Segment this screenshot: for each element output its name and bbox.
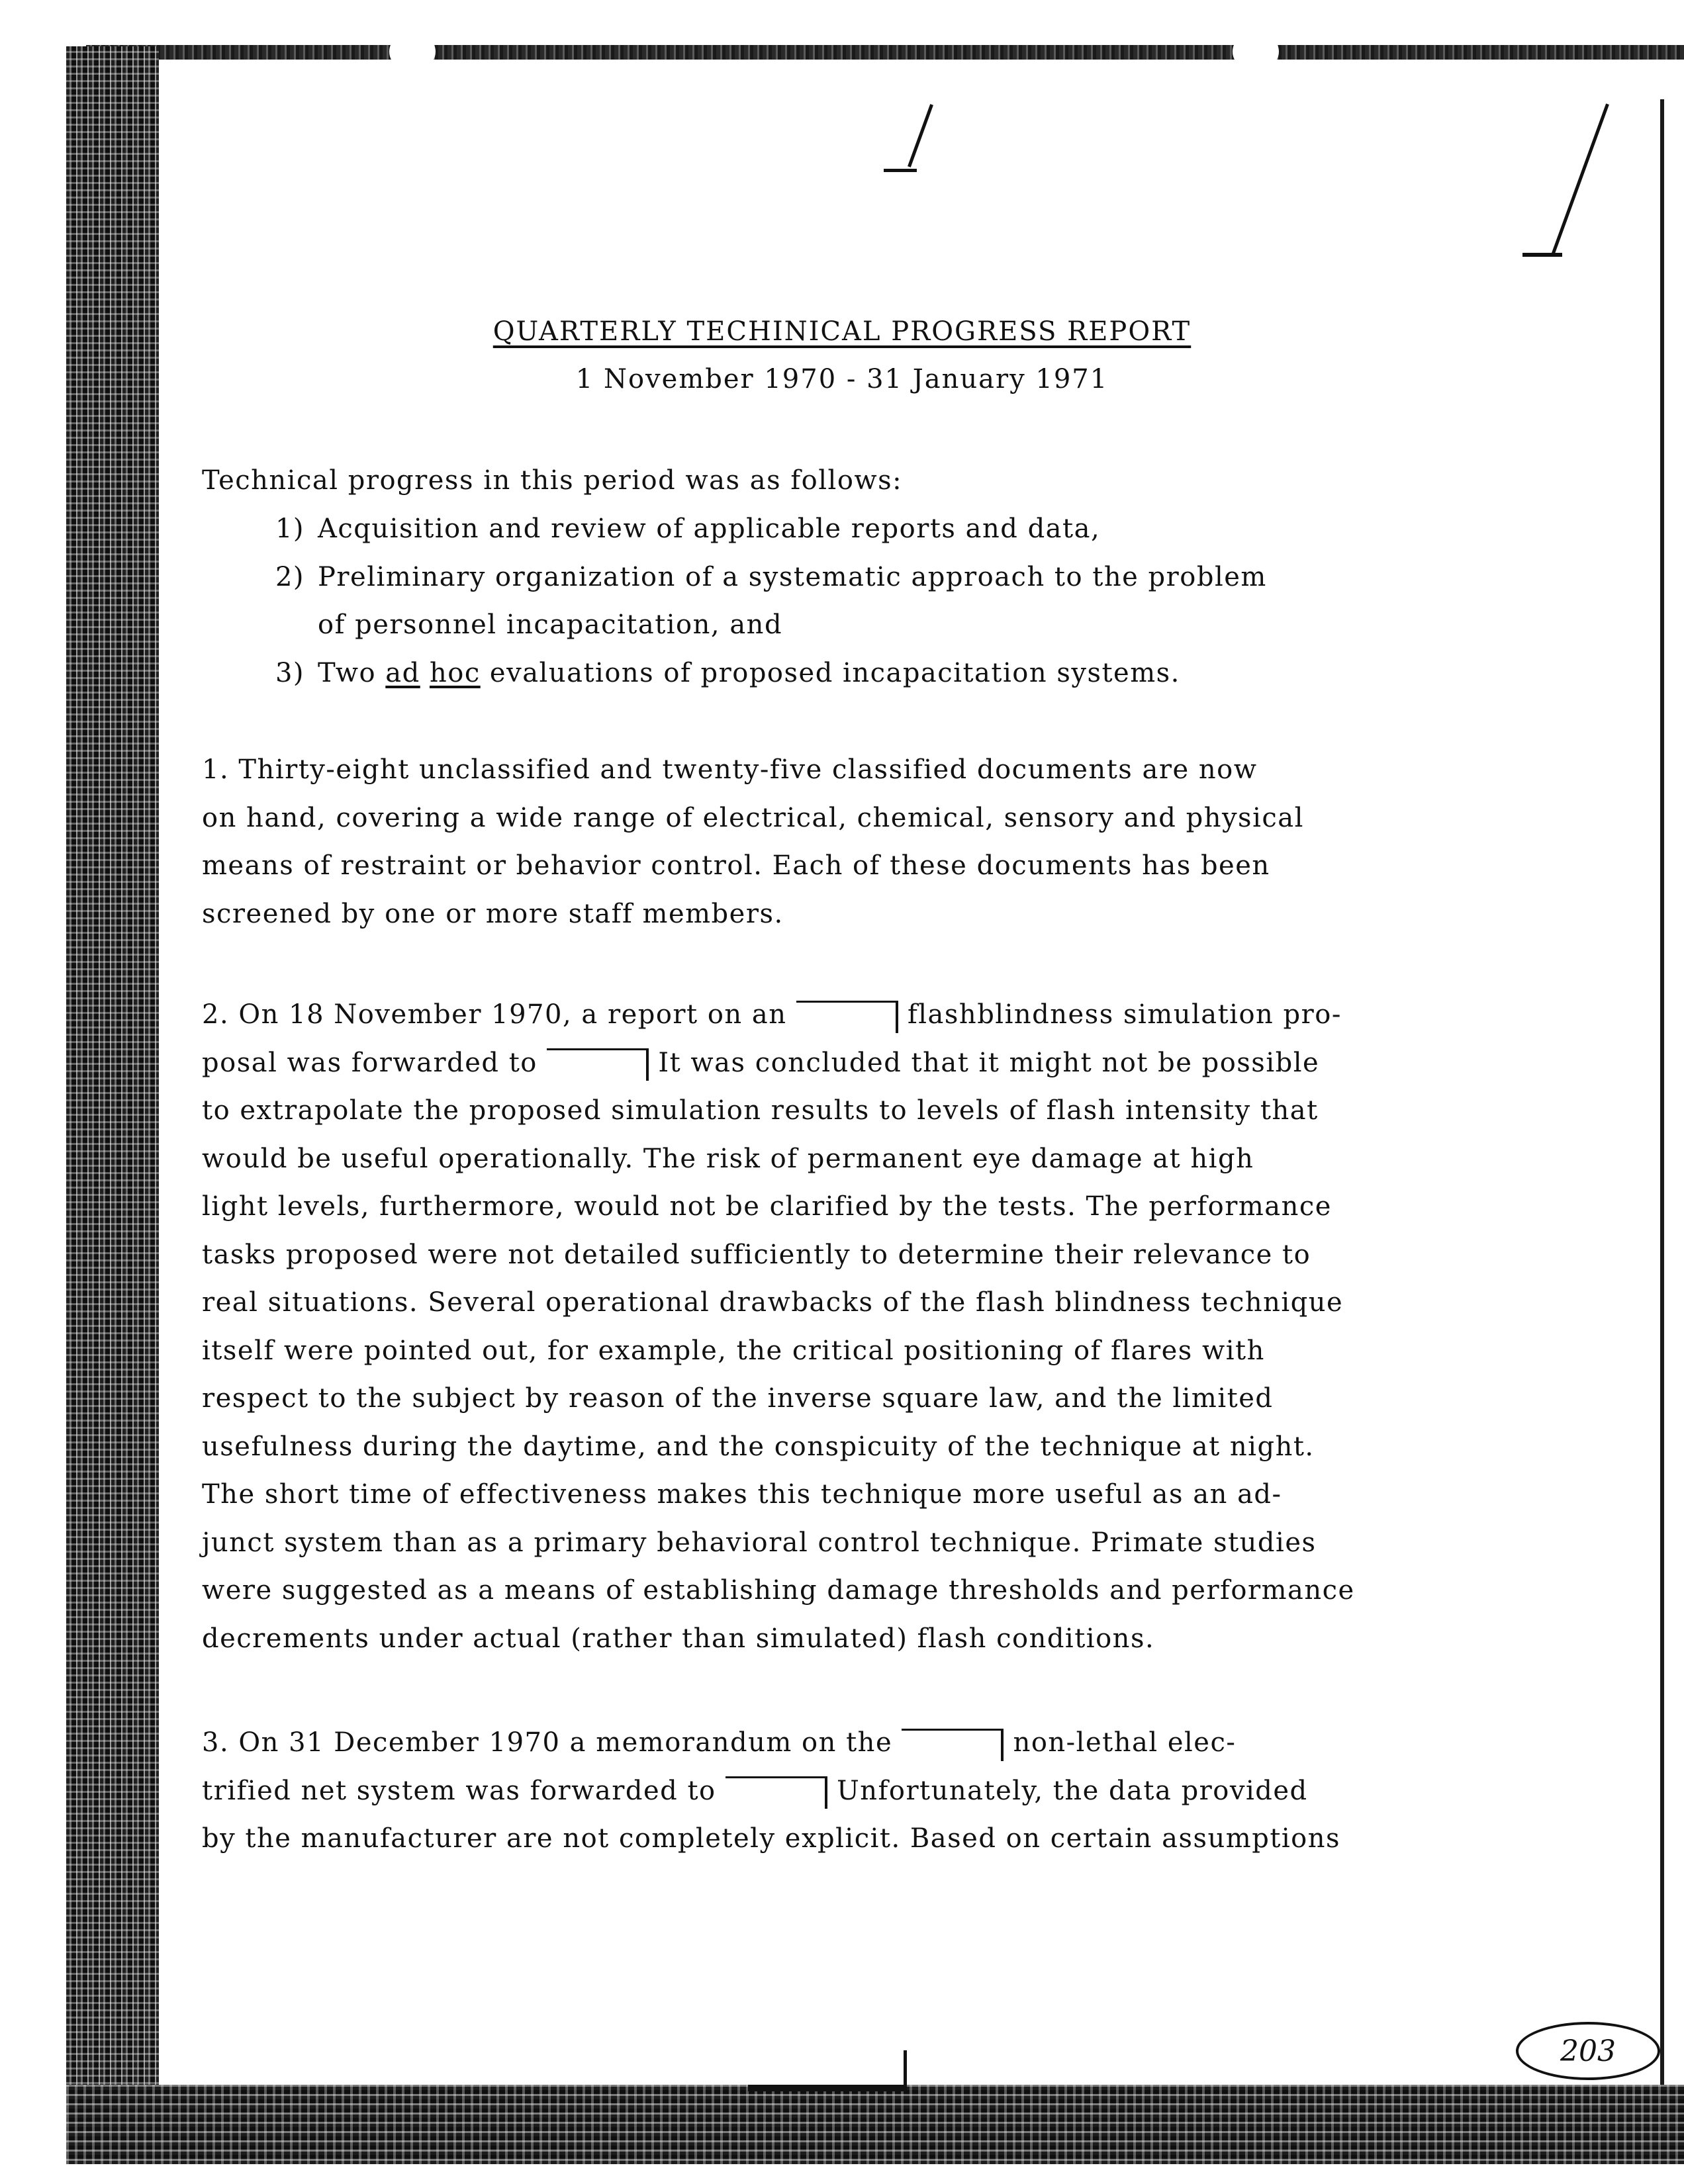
paragraph-line: means of restraint or behavior control. Each of these documents has been <box>202 850 1270 881</box>
progress-list <box>202 505 1526 697</box>
paragraph-line <box>202 991 1526 1039</box>
text-run: evaluations of proposed incapacitation systems. <box>480 657 1180 688</box>
paragraph-line: real situations. Several operational drawbacks of the flash blindness technique <box>202 1287 1344 1318</box>
paragraph-line: 1. Thirty-eight unclassified and twenty-five classified documents are now <box>202 754 1258 785</box>
pen-mark <box>748 2085 907 2091</box>
paragraph-3 <box>202 1719 1526 1863</box>
redaction-mark <box>547 1048 649 1081</box>
list-item <box>202 505 1526 553</box>
redaction-mark <box>796 1001 898 1033</box>
paragraph-line: decrements under actual (rather than simulated) flash conditions. <box>202 1623 1155 1654</box>
text-run <box>420 658 430 688</box>
intro-paragraph <box>202 457 1526 505</box>
list-text: Preliminary organization of a systematic approach to the problem <box>318 561 1267 592</box>
text-run: 3. On 31 December 1970 a memorandum on the <box>202 1727 893 1758</box>
paragraph-line <box>202 1767 1526 1815</box>
pen-mark <box>908 104 933 167</box>
scan-border-bottom <box>66 2085 1684 2164</box>
pen-mark <box>904 2050 907 2087</box>
list-text: Acquisition and review of applicable reports and data, <box>318 514 1101 544</box>
pen-mark <box>1552 103 1609 253</box>
paragraph-line: to extrapolate the proposed simulation results to levels of flash intensity that <box>202 1095 1319 1126</box>
text-run: It was concluded that it might not be possible <box>658 1047 1320 1078</box>
paragraph-line: usefulness during the daytime, and the conspicuity of the technique at night. <box>202 1431 1315 1462</box>
paragraph-line: tasks proposed were not detailed sufficiently to determine their relevance to <box>202 1239 1311 1270</box>
paragraph-line: screened by one or more staff members. <box>202 898 784 929</box>
underlined-term: ad <box>385 657 420 688</box>
paragraph-1 <box>202 746 1526 938</box>
report-period: 1 November 1970 - 31 January 1971 <box>575 364 1109 394</box>
paragraph-line: itself were pointed out, for example, the critical positioning of flares with <box>202 1335 1265 1366</box>
paragraph-line <box>202 1719 1526 1767</box>
list-item <box>202 649 1526 698</box>
paragraph-line: junct system than as a primary behavioral control technique. Primate studies <box>202 1527 1317 1558</box>
text-run: Two <box>318 657 386 688</box>
page-number: 203 <box>1516 2022 1660 2080</box>
list-number: 2) <box>275 561 304 592</box>
list-text <box>318 649 1180 698</box>
paragraph-line: light levels, furthermore, would not be clarified by the tests. The performance <box>202 1191 1332 1222</box>
pen-mark <box>884 169 917 172</box>
list-number: 1) <box>275 514 304 544</box>
list-continuation: of personnel incapacitation, and <box>318 610 783 640</box>
list-item <box>202 553 1526 602</box>
scan-border-right <box>1660 99 1664 2085</box>
paragraph-2 <box>202 991 1526 1662</box>
redaction-mark <box>902 1729 1004 1761</box>
punch-hole-right <box>1233 32 1279 71</box>
list-number: 3) <box>275 657 304 688</box>
text-run: posal was forwarded to <box>202 1047 538 1078</box>
paragraph-line: were suggested as a means of establishing damage thresholds and performance <box>202 1575 1355 1606</box>
scan-border-top <box>86 45 1684 60</box>
report-title: QUARTERLY TECHINICAL PROGRESS REPORT <box>492 316 1192 347</box>
intro-line: Technical progress in this period was as follows: <box>202 465 903 496</box>
text-run: non-lethal elec- <box>1013 1727 1237 1758</box>
underlined-term: hoc <box>429 657 481 688</box>
text-run: 2. On 18 November 1970, a report on an <box>202 999 787 1030</box>
text-run: trified net system was forwarded to <box>202 1775 716 1806</box>
text-run: flashblindness simulation pro- <box>907 999 1342 1030</box>
punch-hole-left <box>389 32 436 71</box>
paragraph-line: respect to the subject by reason of the inverse square law, and the limited <box>202 1383 1274 1414</box>
redaction-mark <box>725 1776 827 1809</box>
paragraph-line: The short time of effectiveness makes this technique more useful as an ad- <box>202 1479 1282 1510</box>
paragraph-line: on hand, covering a wide range of electrical, chemical, sensory and physical <box>202 802 1304 833</box>
paragraph-line: would be useful operationally. The risk of permanent eye damage at high <box>202 1143 1254 1174</box>
text-run: Unfortunately, the data provided <box>837 1775 1308 1806</box>
pen-mark <box>1522 253 1562 257</box>
paragraph-line <box>202 1039 1526 1087</box>
paragraph-line: by the manufacturer are not completely explicit. Based on certain assumptions <box>202 1823 1341 1854</box>
